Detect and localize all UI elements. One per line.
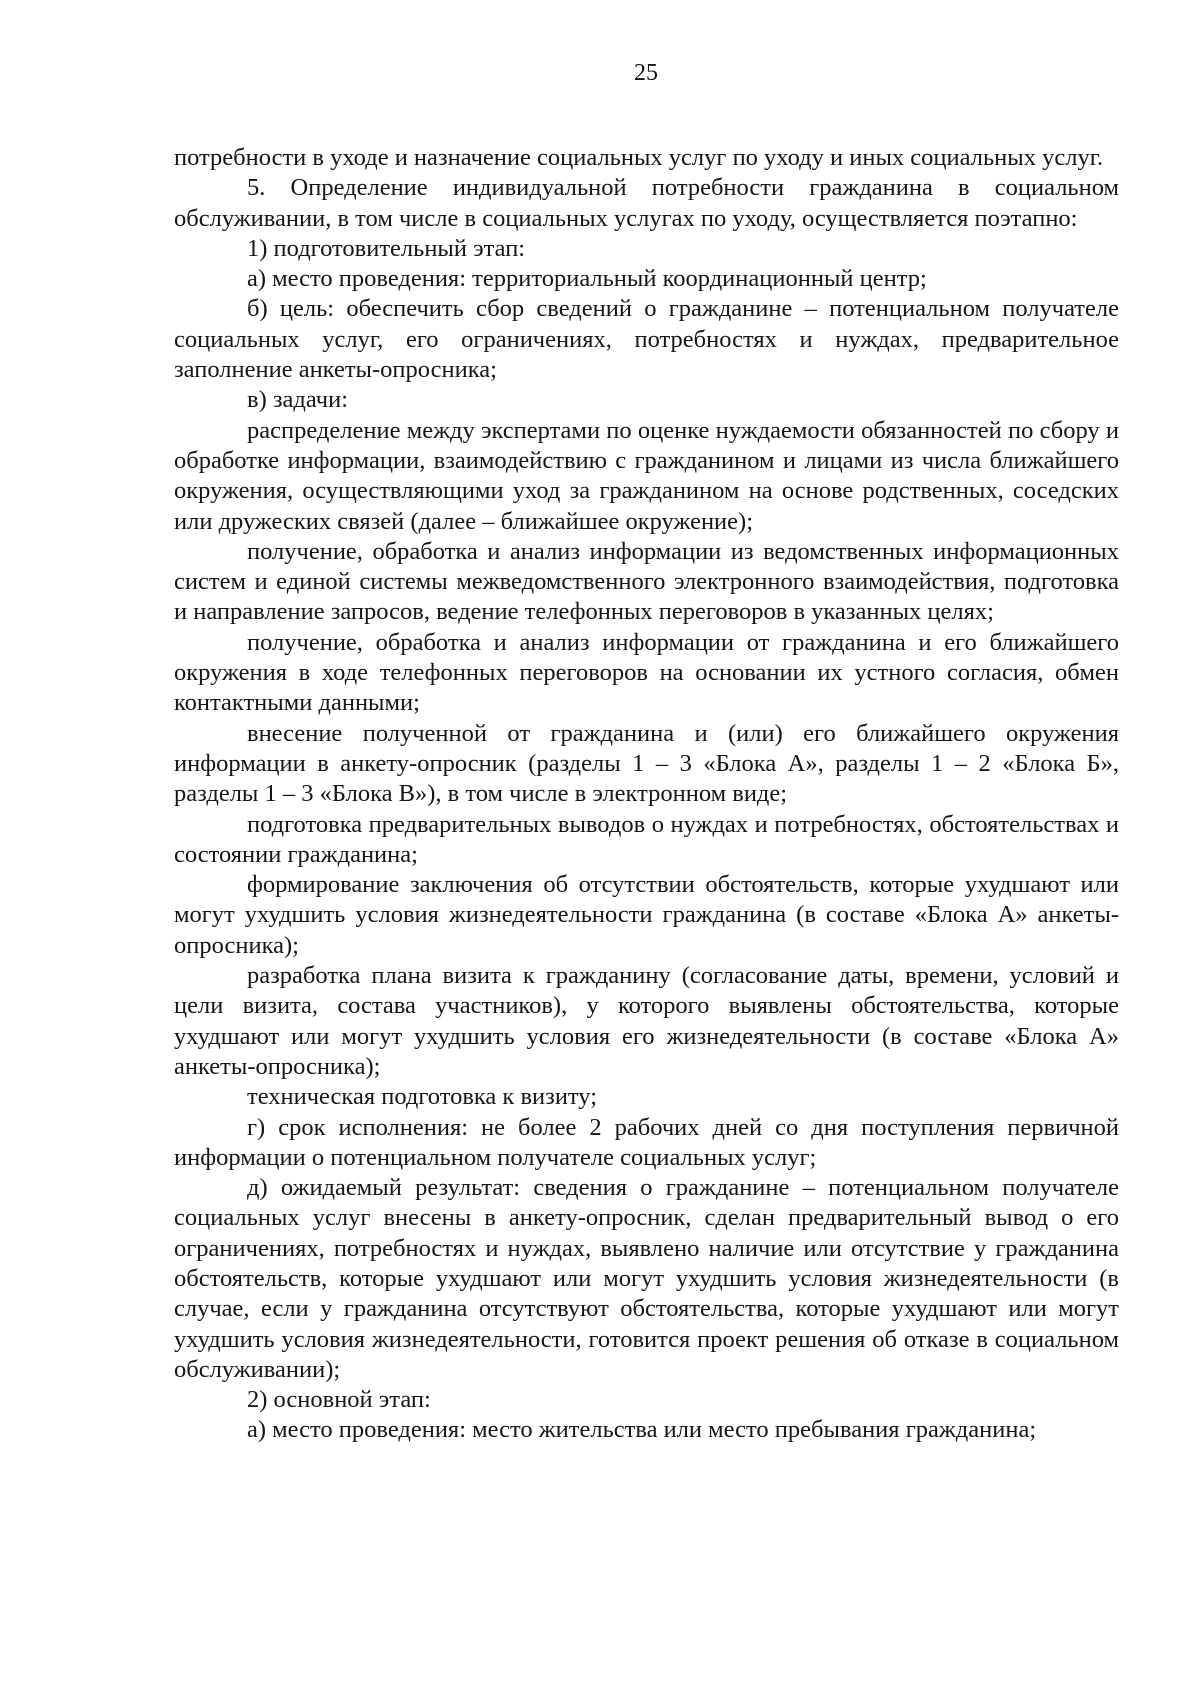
paragraph: получение, обработка и анализ информации от гражданина и его ближайшего окружения в ходе телефонных переговоров на основании их устного согласия, обмен контактными данными; bbox=[174, 628, 1119, 717]
paragraph: в) задачи: bbox=[247, 386, 349, 414]
paragraph: разработка плана визита к гражданину (согласование даты, времени, условий и цели визита, состава участников), у которого выявлены обстоятельства, которые ухудшают или могут ухудшить условия его жизнедеятельности (в составе «Блока А» анкеты-опросника); bbox=[174, 962, 1119, 1080]
paragraph: внесение полученной от гражданина и (или) его ближайшего окружения информации в анкету-опросник (разделы 1 – 3 «Блока А», разделы 1 – 2 «Блока Б», разделы 1 – 3 «Блока В»), в том числе в электронном виде; bbox=[174, 719, 1119, 808]
paragraph: подготовка предварительных выводов о нуждах и потребностях, обстоятельствах и состоянии гражданина; bbox=[174, 810, 1119, 868]
paragraph: 1) подготовительный этап: bbox=[247, 234, 526, 262]
paragraph: получение, обработка и анализ информации из ведомственных информационных систем и единой системы межведомственного электронного взаимодействия, подготовка и направление запросов, ведение телефонных переговоров в указанных целях; bbox=[174, 537, 1119, 626]
paragraph: формирование заключения об отсутствии обстоятельств, которые ухудшают или могут ухудшить условия жизнедеятельности гражданина (в составе «Блока А» анкеты-опросника); bbox=[174, 871, 1119, 959]
paragraph: 5. Определение индивидуальной потребности гражданина в социальном обслуживании, в том числе в социальных услугах по уходу, осуществляется поэтапно: bbox=[174, 174, 1119, 232]
document-body bbox=[174, 143, 1119, 1446]
paragraph: 2) основной этап: bbox=[247, 1386, 431, 1414]
paragraph: д) ожидаемый результат: сведения о гражданине – потенциальном получателе социальных услуг внесены в анкету-опросник, сделан предварительный вывод о его ограничениях, потребностях и нуждах, выявлено наличие или отсутствие у гражданина обстоятельств, которые ухудшают или могут ухудшить условия жизнедеятельности (в случае, если у гражданина отсутствуют обстоятельства, которые ухудшают или могут ухудшить условия жизнедеятельности, готовится проект решения об отказе в социальном обслуживании); bbox=[174, 1174, 1119, 1383]
paragraph: г) срок исполнения: не более 2 рабочих дней со дня поступления первичной информации о потенциальном получателе социальных услуг; bbox=[174, 1113, 1119, 1171]
paragraph: потребности в уходе и назначение социальных услуг по уходу и иных социальных услуг. bbox=[174, 144, 1104, 171]
paragraph: а) место проведения: территориальный координационный центр; bbox=[247, 265, 927, 293]
paragraph: б) цель: обеспечить сбор сведений о гражданине – потенциальном получателе социальных услуг, его ограничениях, потребностях и нуждах, предварительное заполнение анкеты-опросника; bbox=[174, 295, 1119, 384]
paragraph: а) место проведения: место жительства или место пребывания гражданина; bbox=[247, 1416, 1037, 1444]
paragraph: распределение между экспертами по оценке нуждаемости обязанностей по сбору и обработке информации, взаимодействию с гражданином и лицами из числа ближайшего окружения, осуществляющими уход за гражданином на основе родственных, соседских или дружеских связей (далее – ближайшее окружение); bbox=[174, 416, 1119, 535]
page-number: 25 bbox=[634, 60, 658, 86]
paragraph: техническая подготовка к визиту; bbox=[247, 1083, 598, 1111]
